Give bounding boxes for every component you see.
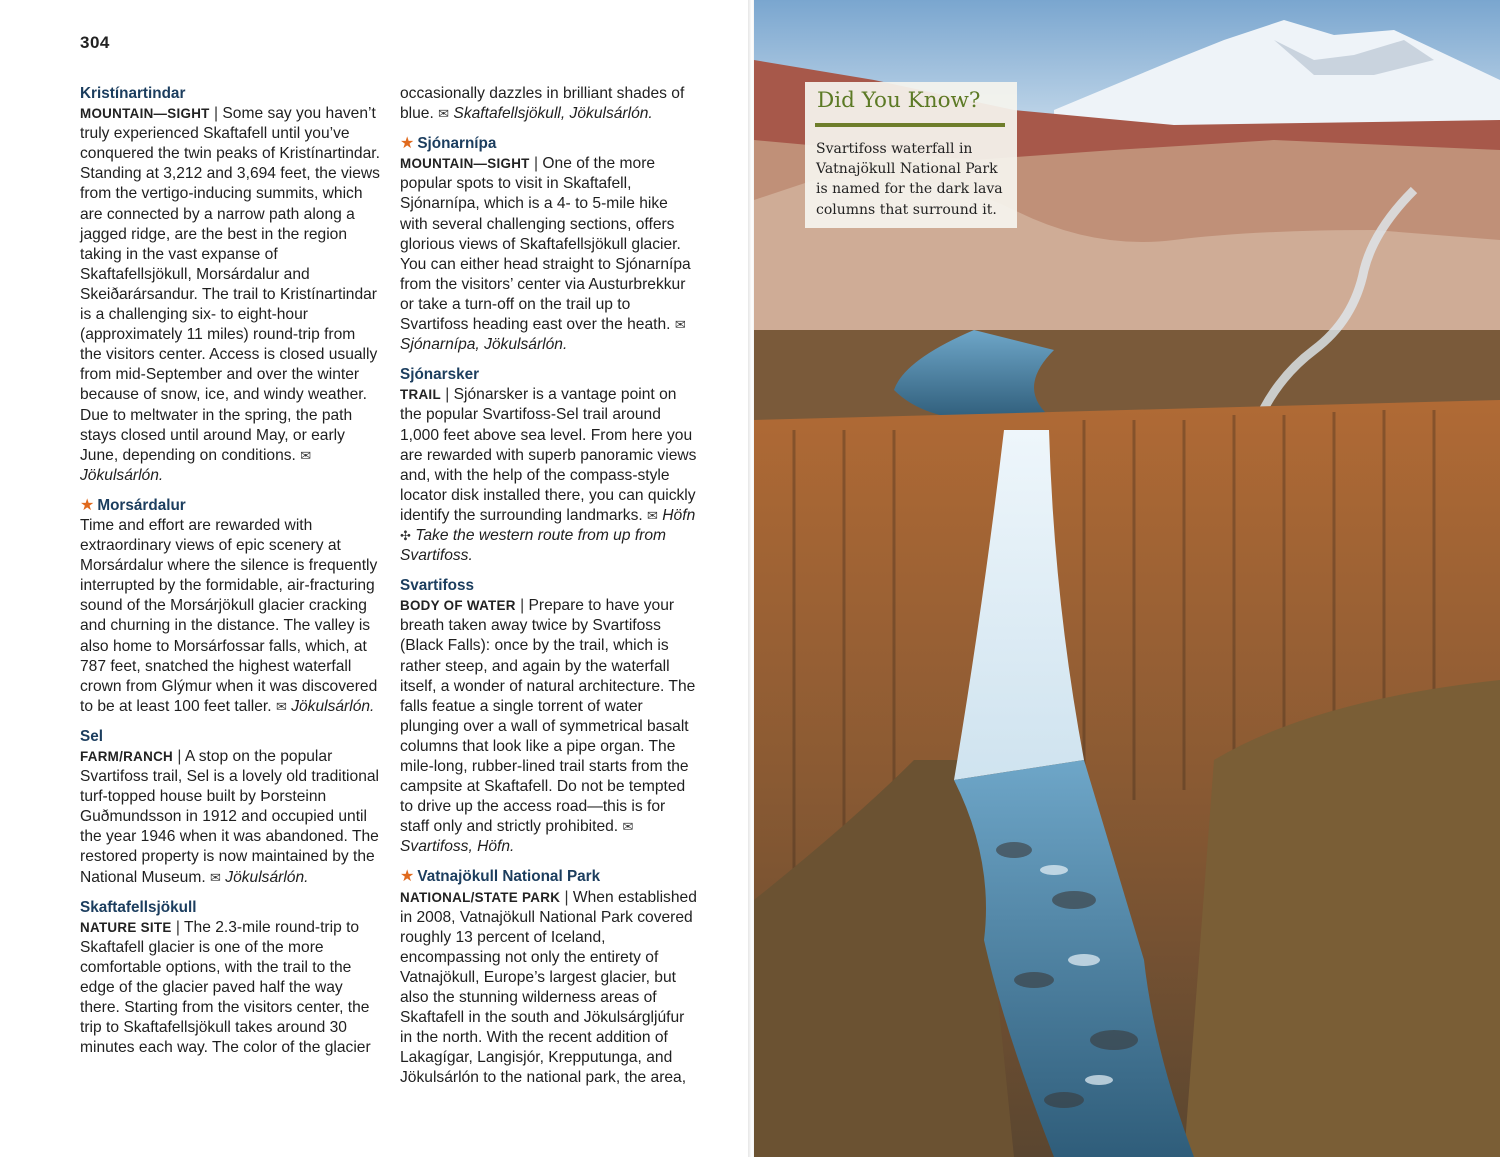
listing-category: NATURE SITE [80,919,172,935]
sidebar-rule [815,123,1005,127]
listing-text: A stop on the popular Svartifoss trail, Sel is a lovely old traditional turf-topped house built by Þorsteinn Guðmundsson in 1912 and occupied until the year 1946 when it was abandoned. The restored property is now maintained by the National Museum. [80,748,380,886]
listing-category: MOUNTAIN—SIGHT [400,156,530,172]
address-icon: ✉ [622,819,634,835]
category-separator: | [529,155,543,173]
listing-text: Time and effort are rewarded with extraordinary views of epic scenery at Morsárdalur where the silence is frequently interrupted by the formidable, air-fracturing sound of the Morsárjökull glacier cracking and churning in the distance. The valley is also home to Morsárfossar falls, which, at 787 feet, snatched the highest waterfall crown from Glýmur when it was discovered to be at least 100 feet taller. [80,516,378,715]
listing-location: Jökulsárlón. [291,697,375,715]
listing-entry [400,134,698,355]
listing-text: One of the more popular spots to visit in Skaftafell, Sjónarnípa, which is a 4- to 5-mile hike with several challenging sections, offers glorious views of Skaftafellsjökull glacier. You can either head straight to Sjónarnípa from the visitors’ center via Austurbrekkur or take a turn-off on the trail up to Svartifoss heading east over the heath. [400,155,691,334]
address-icon: ✉ [647,507,658,523]
listing-category: BODY OF WATER [400,598,516,614]
listing-entry [80,727,380,888]
address-icon: ✉ [300,447,312,463]
listing-name: Sel [80,727,103,745]
listing-title [400,134,698,154]
listing-title [80,898,380,918]
listing-location: Höfn [662,506,696,524]
address-icon: ✉ [210,869,221,885]
listing-name: Sjónarnípa [417,135,497,153]
listing-text: The 2.3-mile round-trip to Skaftafell glacier is one of the more comfortable options, with the trail to the edge of the glacier paved half the way there. Starting from the visitors center, the trip to Skaftafellsjökull takes around 30 minutes each way. The color of the glacier [80,918,371,1057]
address-icon: ✉ [674,317,686,333]
star-icon: ★ [80,496,95,514]
listing-body [400,84,698,124]
listing-body [80,516,380,717]
listing-text: When established in 2008, Vatnajökull National Park covered roughly 13 percent of Iceland, encompassing not only the entirety of Vatnajökull, Europe’s largest glacier, but also the stunning wilderness areas of Skaftafell in the south and Jökulsárgljúfur in the north. With the recent addition of Lakagígar, Langisjór, Krepputunga, and Jökulsárlón to the national park, the area, [400,888,697,1087]
sidebar-body: Svartifoss waterfall in Vatnajökull National Park is named for the dark lava columns that surround it. [816,141,1003,218]
listing-title [400,867,698,887]
listing-title [400,576,698,596]
column-2 [400,84,698,1099]
listing-location: Jökulsárlón. [225,868,309,886]
listing-location: Svartifoss, Höfn. [400,838,515,856]
listing-category: MOUNTAIN—SIGHT [80,106,210,122]
listing-body [80,918,380,1059]
listing-name: Kristínartindar [80,85,186,102]
category-separator: | [440,386,454,404]
listing-name: Vatnajökull National Park [417,868,601,886]
listing-directions: Take the western route from up from Svartifoss. [400,526,667,565]
listing-title [80,727,380,747]
category-separator: | [171,918,185,936]
listing-entry [80,84,380,486]
listing-category: TRAIL [400,387,441,403]
listing-category: NATIONAL/STATE PARK [400,889,561,905]
listing-title [80,496,380,516]
listing-text: Some say you haven’t truly experienced Skaftafell until you’ve conquered the twin peaks of Kristínartindar. Standing at 3,212 and 3,694 feet, the views from the vertigo-inducing summits, which are connected by a narrow path along a jagged ridge, are the best in the region taking in the vast expanse of Skaftafellsjökull, Morsárdalur and Skeiðarársandur. The trail to Kristínartindar is a challenging six- to eight-hour (approximately 11 miles) round-trip from the visitors center. Access is closed usually from mid-September and over the winter because of snow, ice, and windy weather. Due to meltwater in the spring, the path stays closed until around May, or early June, depending on conditions. [80,105,380,464]
directions-icon: ✣ [400,527,411,543]
listing-entry [80,898,380,1059]
column-1 [80,84,380,1068]
listing-body [80,747,380,888]
listing-title [80,84,380,104]
listing-entry [80,496,380,717]
listing-location: Skaftafellsjökull, Jökulsárlón. [453,105,653,123]
listing-category: FARM/RANCH [80,749,174,764]
listing-text: occasionally dazzles in brilliant shades of blue. [400,85,685,123]
address-icon: ✉ [275,698,287,714]
listing-entry [400,365,698,566]
listing-body [400,154,698,355]
listing-text: Prepare to have your breath taken away twice by Svartifoss (Black Falls): once by the trail, which is rather steep, and again by the waterfall itself, a wonder of natural architecture. The falls featue a single torrent of water plunging over a wall of symmetrical basalt columns that look like a pipe organ. The mile-long, rubber-lined trail starts from the campsite at Skaftafell. Do not be tempted to drive up the access road—this is for staff only and strictly prohibited. [400,597,696,836]
address-icon: ✉ [438,106,450,122]
star-icon: ★ [400,135,415,153]
listing-name: Svartifoss [400,577,474,595]
listing-location: Sjónarnípa, Jökulsárlón. [400,336,568,354]
listing-body [400,385,698,566]
category-separator: | [515,597,529,615]
listing-body [80,104,380,486]
listing-entry [400,867,698,1088]
listing-location: Jökulsárlón. [80,466,164,484]
category-separator: | [560,888,573,906]
sidebar-title: Did You Know? [817,88,981,113]
category-separator: | [173,748,185,765]
star-icon: ★ [400,868,415,886]
listing-name: Skaftafellsjökull [80,898,197,916]
category-separator: | [209,105,223,123]
page-number: 304 [80,33,110,52]
listing-entry [400,84,698,124]
listing-body [400,596,698,857]
listing-text: Sjónarsker is a vantage point on the popular Svartifoss-Sel trail around 1,000 feet above sea level. From here you are rewarded with superb panoramic views and, with the help of the compass-style locator disk installed there, you can quickly identify the surrounding landmarks. [400,386,697,524]
did-you-know-sidebar [805,82,1017,228]
listing-body [400,888,698,1089]
listing-name: Sjónarsker [400,366,480,384]
listing-entry [400,576,698,857]
listing-name: Morsárdalur [97,496,186,514]
listing-title [400,365,698,385]
